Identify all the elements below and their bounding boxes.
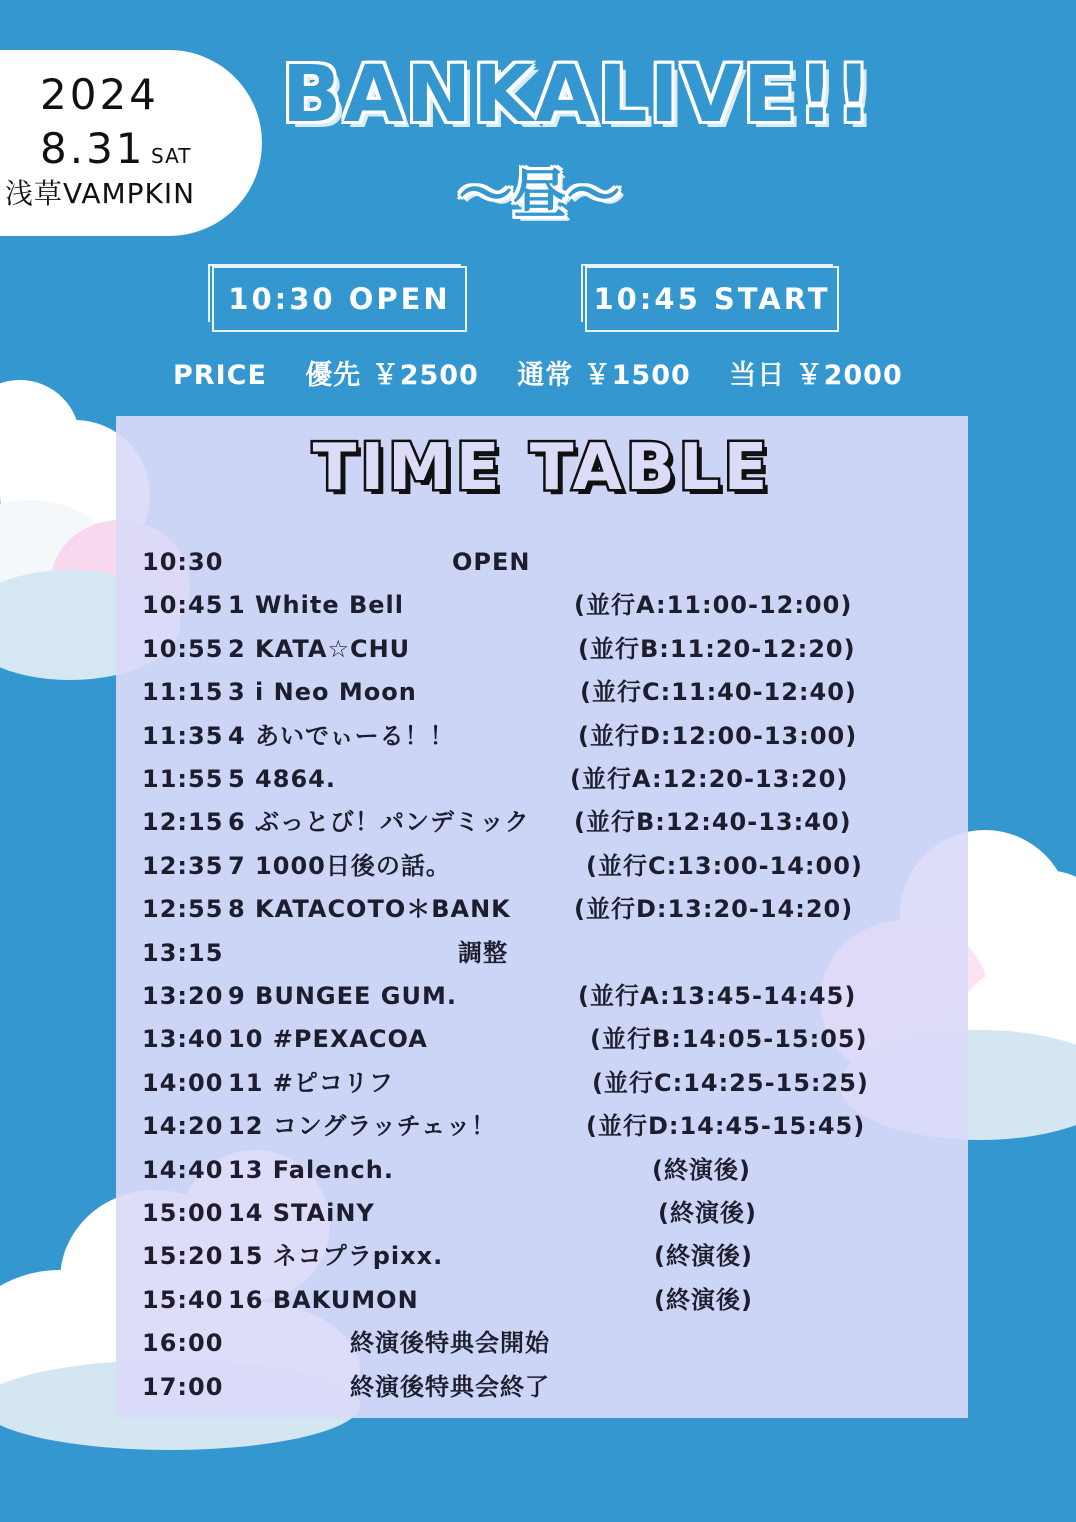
slot-act: 1 White Bell (228, 591, 404, 620)
slot-time: 10:30 (142, 548, 224, 576)
timetable-row (142, 672, 902, 712)
slot-time: 14:00 (142, 1068, 224, 1097)
event-title: BANKALIVE!! (282, 50, 874, 140)
slot-act: 10 #PEXACOA (228, 1025, 428, 1054)
timetable-row (142, 933, 902, 973)
slot-act: 6 ぶっとび！パンデミック (228, 808, 530, 837)
timetable-row (142, 1280, 902, 1320)
slot-time: 15:00 (142, 1199, 224, 1227)
price-door: 当日 ￥2000 (729, 360, 903, 391)
slot-time: 10:45 (142, 591, 224, 620)
slot-act: 3 i Neo Moon (228, 678, 417, 707)
timetable-row (142, 976, 902, 1016)
slot-greeting: (並行D:13:20-14:20) (574, 895, 854, 924)
slot-act: 4 あいでぃーる！！ (228, 721, 455, 750)
timetable-row (142, 1150, 902, 1190)
slot-time: 11:35 (142, 721, 224, 750)
slot-time: 13:40 (142, 1025, 224, 1054)
slot-greeting: (並行A:11:00-12:00) (574, 591, 853, 620)
slot-act: 8 KATACOTO＊BANK (228, 895, 511, 924)
slot-act: 9 BUNGEE GUM. (228, 982, 457, 1010)
timetable-row (142, 759, 902, 799)
slot-time: 15:20 (142, 1242, 224, 1271)
slot-act: 11 #ピコリフ (228, 1068, 394, 1097)
slot-act: 14 STAiNY (228, 1199, 375, 1227)
timetable-row (142, 1193, 902, 1233)
slot-greeting: (並行B:14:05-15:05) (590, 1025, 868, 1054)
price-label: PRICE (173, 360, 267, 391)
slot-time: 16:00 (142, 1329, 224, 1358)
timetable-row (142, 629, 902, 669)
slot-time: 11:55 (142, 765, 224, 793)
slot-act: 15 ネコプラpixx. (228, 1242, 444, 1271)
slot-act: 終演後特典会終了 (350, 1372, 550, 1401)
event-weekday: SAT (151, 144, 192, 168)
price-row (173, 362, 931, 389)
slot-time: 11:15 (142, 678, 224, 707)
slot-time: 15:40 (142, 1285, 224, 1314)
slot-greeting: (終演後) (654, 1242, 753, 1271)
slot-greeting: (並行C:13:00-14:00) (586, 851, 863, 880)
slot-act: 16 BAKUMON (228, 1285, 419, 1314)
timetable-row (142, 1063, 902, 1103)
event-date: 8.31 (40, 124, 146, 173)
slot-act: 調整 (458, 938, 508, 967)
slot-time: 12:55 (142, 895, 224, 924)
timetable-row (142, 1019, 902, 1059)
timetable-row (142, 889, 902, 929)
slot-act: 2 KATA☆CHU (228, 634, 411, 663)
slot-greeting: (終演後) (652, 1155, 751, 1184)
slot-time: 13:15 (142, 938, 224, 967)
event-subtitle: 〜昼〜 (458, 163, 621, 226)
event-venue: 浅草VAMPKIN (5, 177, 196, 210)
timetable-row (142, 846, 902, 886)
timetable-row (142, 1367, 902, 1407)
slot-greeting: (終演後) (654, 1285, 753, 1314)
slot-time: 12:15 (142, 808, 224, 837)
timetable-row (142, 1236, 902, 1276)
slot-time: 10:55 (142, 634, 224, 663)
timetable-row (142, 1106, 902, 1146)
slot-greeting: (並行C:11:40-12:40) (580, 678, 857, 707)
slot-time: 17:00 (142, 1372, 224, 1401)
slot-greeting: (並行A:12:20-13:20) (570, 765, 849, 793)
slot-act: 5 4864. (228, 765, 336, 793)
timetable-heading-text: TIME TABLE (312, 431, 772, 505)
timetable-row (142, 1323, 902, 1363)
slot-time: 12:35 (142, 851, 224, 880)
slot-act: 13 Falench. (228, 1155, 394, 1184)
slot-greeting: (並行A:13:45-14:45) (578, 982, 857, 1010)
slot-greeting: (終演後) (658, 1199, 757, 1227)
slot-act: 終演後特典会開始 (350, 1329, 550, 1358)
open-time: 10:30 OPEN (228, 281, 451, 316)
price-regular: 通常 ￥1500 (517, 360, 691, 391)
slot-greeting: (並行D:14:45-15:45) (586, 1112, 866, 1141)
timetable-row (142, 716, 902, 756)
slot-greeting: (並行B:12:40-13:40) (574, 808, 852, 837)
slot-time: 14:40 (142, 1155, 224, 1184)
open-time-box (212, 266, 467, 332)
timetable-row (142, 585, 902, 625)
slot-greeting: (並行B:11:20-12:20) (578, 634, 856, 663)
slot-act: 7 1000日後の話。 (228, 851, 451, 880)
timetable-heading (116, 431, 968, 505)
start-time: 10:45 START (593, 281, 831, 316)
slot-time: 14:20 (142, 1112, 224, 1141)
slot-greeting: (並行C:14:25-15:25) (592, 1068, 869, 1097)
start-time-box (585, 266, 839, 332)
slot-act: OPEN (452, 548, 531, 576)
slot-act: 12 コングラッチェッ！ (228, 1112, 497, 1141)
slot-time: 13:20 (142, 982, 224, 1010)
timetable-row (142, 802, 902, 842)
timetable-row (142, 542, 902, 582)
slot-greeting: (並行D:12:00-13:00) (578, 721, 858, 750)
price-priority: 優先 ￥2500 (305, 360, 479, 391)
event-year: 2024 (40, 70, 159, 119)
